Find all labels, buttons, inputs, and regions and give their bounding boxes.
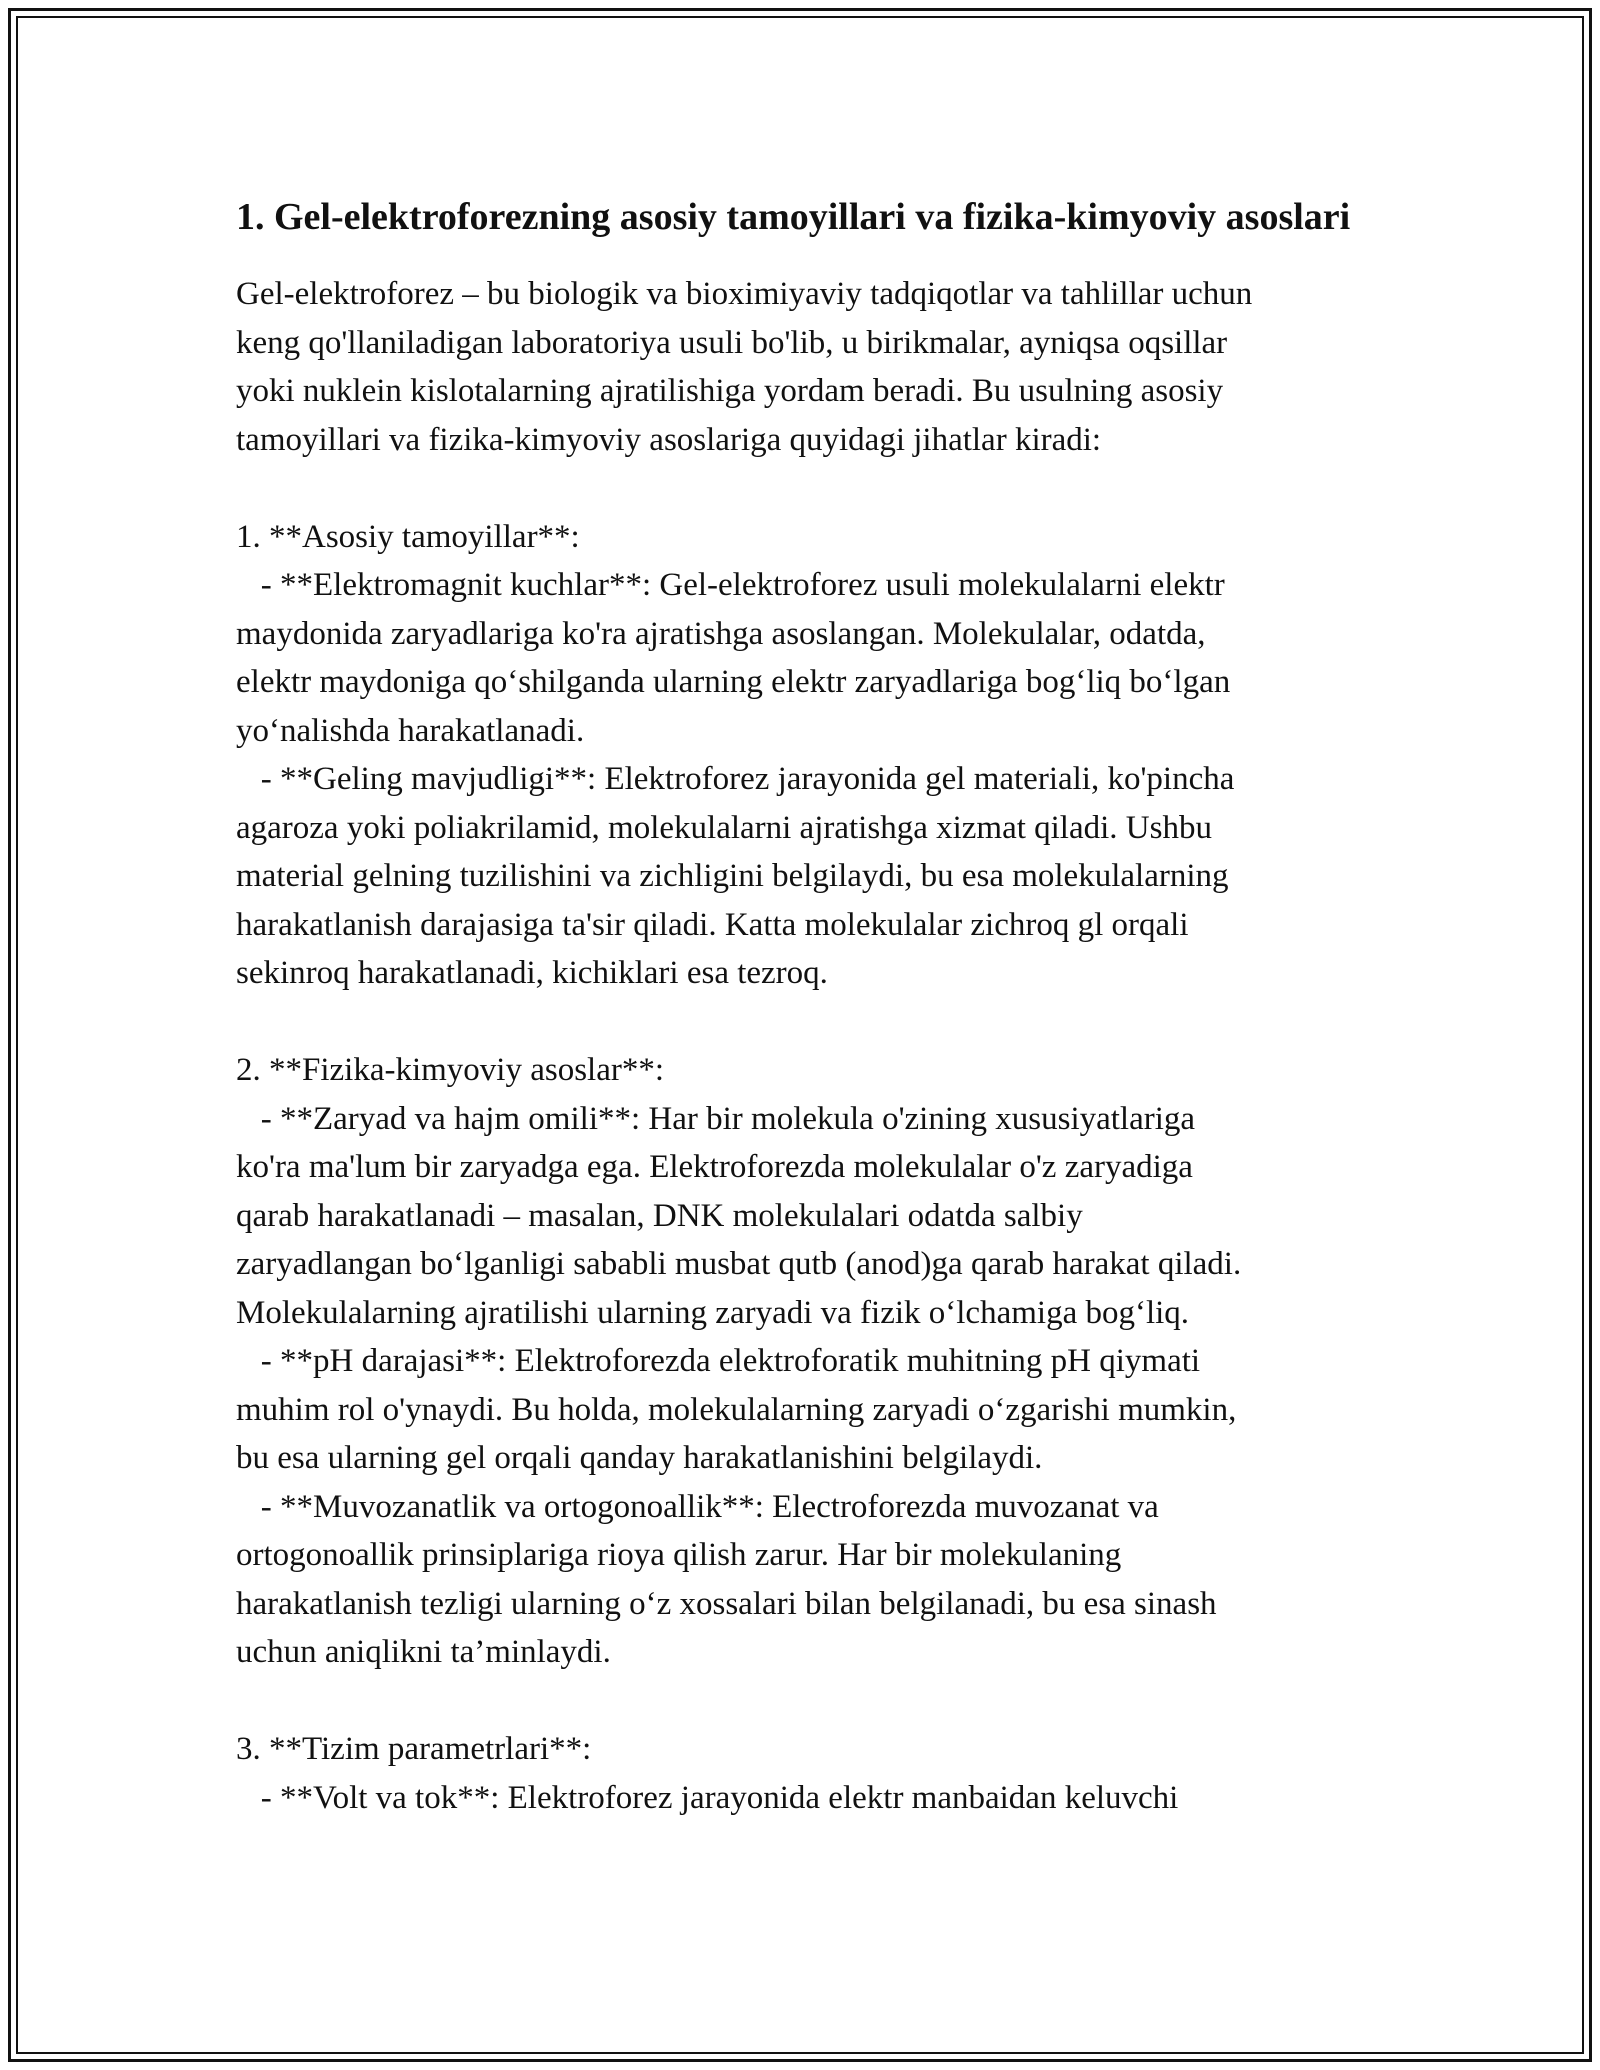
body-text: Gel-elektroforez – bu biologik va bioximiyaviy tadqiqotlar va tahlillar uchun keng qo'llaniladigan laboratoriya usuli bo'lib, u birikmalar, ayniqsa oqsillar yoki nuklein kislotalarning ajratilishiga yordam beradi. Bu usulning asosiy tamoyillari va fizika-kimyoviy asoslariga quyidagi jihatlar kiradi: 1. **Asosiy tamoyillar**: - **Elektromagnit kuchlar**: Gel-elektroforez usuli molekulalarni elektr maydonida zaryadlariga ko'ra ajratishga asoslangan. Molekulalar, odatda, elektr maydoniga qo‘shilganda ularning elektr zaryadlariga bog‘liq bo‘lgan yo‘nalishda harakatlanadi. - **Geling mavjudligi**: Elektroforez jarayonida gel materiali, ko'pincha agaroza yoki poliakrilamid, molekulalarni ajratishga xizmat qiladi. Ushbu material gelning tuzilishini va zichligini belgilaydi, bu esa molekulalarning harakatlanish darajasiga ta'sir qiladi. Katta molekulalar zichroq gl orqali sekinroq harakatlanadi, kichiklari esa tezroq. 2. **Fizika-kimyoviy asoslar**: - **Zaryad va hajm omili**: Har bir molekula o'zining xususiyatlariga ko'ra ma'lum bir zaryadga ega. Elektroforezda molekulalar o'z zaryadiga qarab harakatlanadi – masalan, DNK molekulalari odatda salbiy zaryadlangan bo‘lganligi sababli musbat qutb (anod)ga qarab harakat qiladi. Molekulalarning ajratilishi ularning zaryadi va fizik o‘lchamiga bog‘liq. - **pH darajasi**: Elektroforezda elektroforatik muhitning pH qiymati muhim rol o'ynaydi. Bu holda, molekulalarning zaryadi o‘zgarishi mumkin, bu esa ularning gel orqali qanday harakatlanishini belgilaydi. - **Muvozanatlik va ortogonoallik**: Electroforezda muvozanat va ortogonoallik prinsiplariga rioya qilish zarur. Har bir molekulaning harakatlanish tezligi ularning o‘z xossalari bilan belgilanadi, bu esa sinash uchun aniqlikni ta’minlaydi. 3. **Tizim parametrlari**: - **Volt va tok**: Elektroforez jarayonida elektr manbaidan keluvchi	[236, 276, 1253, 1816]
document-content	[236, 190, 1396, 1822]
section-heading: 1. Gel-elektroforezning asosiy tamoyillari va fizika-kimyoviy asoslari	[236, 196, 1351, 238]
